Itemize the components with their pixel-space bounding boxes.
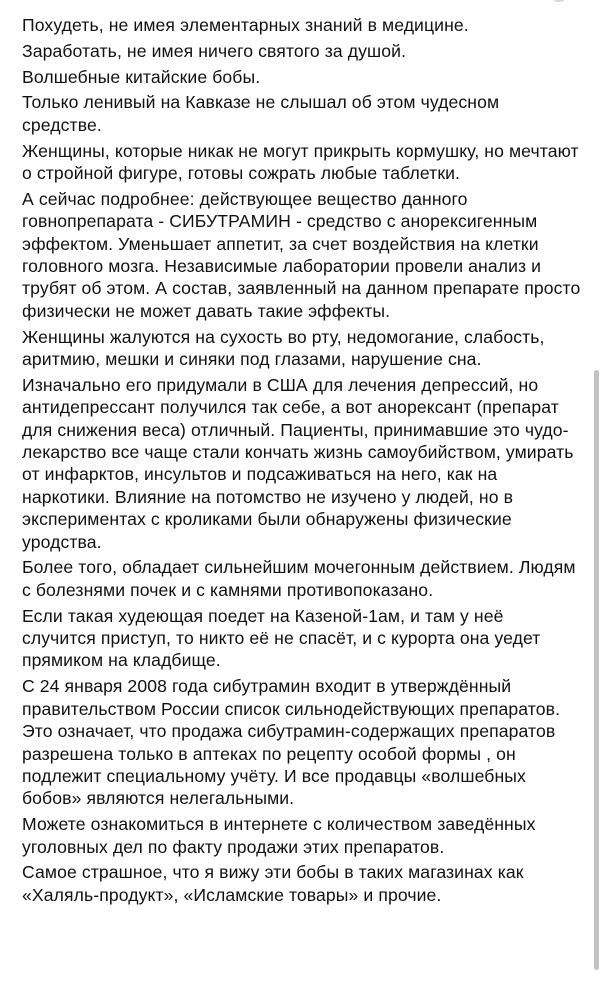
- paragraph-5: Женщины, которые никак не могут прикрыть кормушку, но мечтают о стройной фигуре, готовы сожрать любые таблетки.: [22, 140, 579, 183]
- paragraph-1: Похудеть, не имея элементарных знаний в медицине.: [22, 15, 469, 35]
- paragraph-12: Можете ознакомиться в интернете с количеством заведённых уголовных дел по факту продажи этих препаратов.: [22, 814, 536, 857]
- paragraph-4: Только ленивый на Кавказе не слышал об этом чудесном средстве.: [22, 92, 500, 135]
- paragraph-10: Если такая худеющая поедет на Казеной-1ам, и там у неё случится приступ, то никто её не спасёт, и с курорта она уедет прямиком на кладбище.: [22, 605, 541, 671]
- scrollbar-thumb[interactable]: [594, 370, 599, 970]
- paragraph-8: Изначально его придумали в США для лечения депрессий, но антидепрессант получился так себе, а вот анорексант (препарат для снижения веса) отличный. Пациенты, принимавшие это чудо-лекарство все чаще стали кончать жизнь самоубийством, умирать от инфарктов, инсультов и подсаживаться на него, как на наркотики. Влияние на потомство не изучено у людей, но в экспериментах с кроликами были обнаружены физические уродства.: [22, 374, 574, 552]
- paragraph-11: С 24 января 2008 года сибутрамин входит в утверждённый правительством России список сильнодействующих препаратов. Это означает, что продажа сибутрамин-содержащих препаратов разрешена только в аптеках по рецепту особой формы , он подлежит специальному учёту. И все продавцы «волшебных бобов» являются нелегальными.: [22, 676, 561, 809]
- top-edge-indicator: [552, 0, 566, 2]
- paragraph-6: А сейчас подробнее: действующее вещество данного говнопрепарата - СИБУТРАМИН - средство с анорексигенным эффектом. Уменьшает аппетит, за счет воздействия на клетки головного мозга. Независимые лаборатории провели анализ и трубят об этом. А состав, заявленный на данном препарате просто физически не может давать такие эффекты.: [22, 188, 581, 321]
- vertical-scrollbar[interactable]: [594, 370, 599, 970]
- post-text: [22, 14, 582, 910]
- paragraph-3: Волшебные китайские бобы.: [22, 66, 261, 87]
- paragraph-9: Более того, обладает сильнейшим мочегонным действием. Людям с болезнями почек и с камнями противопоказано.: [22, 557, 576, 600]
- paragraph-7: Женщины жалуются на сухость во рту, недомогание, слабость, аритмию, мешки и синяки под глазами, нарушение сна.: [22, 326, 545, 370]
- paragraph-2: Заработать, не имея ничего святого за душой.: [22, 40, 407, 61]
- paragraph-13: Самое страшное, что я вижу эти бобы в таких магазинах как «Халяль-продукт», «Исламские товары» и прочие.: [22, 862, 524, 905]
